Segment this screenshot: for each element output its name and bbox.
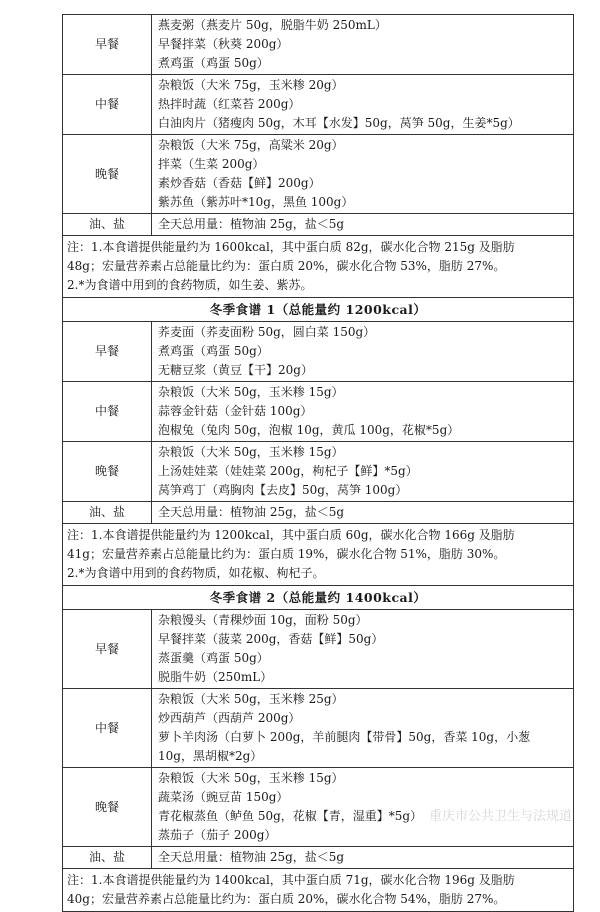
watermark [429,805,572,824]
table-row [63,689,574,768]
food-item: 泡椒兔（兔肉 50g，泡椒 10g，黄瓜 100g，花椒*5g） [158,423,460,437]
food-item: 脱脂牛奶（250mL） [158,670,273,684]
food-item: 萝卜羊肉汤（白萝卜 200g，羊前腿肉【带骨】50g，香菜 10g，小葱 [158,730,531,744]
table-row [63,524,574,586]
oil-salt-label: 油、盐 [63,502,152,524]
table-row [63,610,574,689]
food-item: 白油肉片（猪瘦肉 50g，木耳【水发】50g，莴笋 50g，生姜*5g） [158,116,520,130]
plan-notes [63,236,574,298]
food-item: 杂粮饭（大米 50g，玉米糁 15g） [158,771,344,785]
meal-label-breakfast: 早餐 [63,322,152,382]
food-list-breakfast [152,15,574,75]
food-item: 莴笋鸡丁（鸡胸肉【去皮】50g，莴笋 100g） [158,483,408,497]
table-row [63,586,574,610]
oil-salt-amount: 全天总用量：植物油 25g，盐＜5g [152,847,574,869]
plan-notes [63,869,574,912]
meal-label-dinner: 晚餐 [63,768,152,847]
food-list-lunch [152,382,574,442]
food-item: 素炒香菇（香菇【鲜】200g） [158,176,321,190]
food-list-lunch [152,689,574,768]
note-line: 41g；宏量营养素占总能量比约为：蛋白质 19%，碳水化合物 51%，脂肪 30%。 [67,547,506,561]
food-item: 杂粮饭（大米 75g，玉米糁 20g） [158,78,344,92]
food-item: 蒸蛋羹（鸡蛋 50g） [158,651,269,665]
food-item: 杂粮饭（大米 50g，玉米糁 15g） [158,385,344,399]
note-line: 注：1.本食谱提供能量约为 1600kcal，其中蛋白质 82g，碳水化合物 215g 及脂肪 [67,240,515,254]
food-item: 10g，黑胡椒*2g） [158,749,263,763]
note-line: 2.*为食谱中用到的食药物质，如生姜、紫苏。 [67,278,313,292]
food-item: 热拌时蔬（红菜苔 200g） [158,97,301,111]
table-row [63,236,574,298]
oil-salt-label: 油、盐 [63,214,152,236]
watermark-text: 重庆市公共卫生与法规道 [428,809,572,824]
table-row [63,214,574,236]
food-item: 蒸茄子（茄子 200g） [158,828,277,842]
food-item: 炒西葫芦（西葫芦 200g） [158,711,301,725]
food-item: 杂粮饭（大米 50g，玉米糁 15g） [158,445,344,459]
food-item: 煮鸡蛋（鸡蛋 50g） [158,56,269,70]
diet-plan-table [62,14,574,912]
food-list-breakfast [152,322,574,382]
table-row [63,75,574,135]
note-line: 48g；宏量营养素占总能量比约为：蛋白质 20%，碳水化合物 53%，脂肪 27%。 [67,259,506,273]
food-item: 蔬菜汤（豌豆苗 150g） [158,790,289,804]
food-item: 燕麦粥（燕麦片 50g，脱脂牛奶 250mL） [158,18,387,32]
oil-salt-amount: 全天总用量：植物油 25g，盐＜5g [152,214,574,236]
food-item: 无糖豆浆（黄豆【干】20g） [158,363,313,377]
table-row [63,869,574,912]
meal-label-lunch: 中餐 [63,689,152,768]
meal-label-dinner: 晚餐 [63,135,152,214]
food-item: 青花椒蒸鱼（鲈鱼 50g，花椒【青，湿重】*5g） [158,809,423,823]
food-item: 拌菜（生菜 200g） [158,157,265,171]
table-row [63,442,574,502]
food-list-dinner [152,442,574,502]
oil-salt-label: 油、盐 [63,847,152,869]
table-row [63,847,574,869]
food-item: 煮鸡蛋（鸡蛋 50g） [158,344,269,358]
food-item: 杂粮饭（大米 50g，玉米糁 25g） [158,692,344,706]
food-list-breakfast [152,610,574,689]
meal-label-breakfast: 早餐 [63,610,152,689]
diet-plan-document [62,14,574,912]
note-line: 注：1.本食谱提供能量约为 1400kcal，其中蛋白质 71g，碳水化合物 196g 及脂肪 [67,873,515,887]
plan-notes [63,524,574,586]
food-item: 蒜蓉金针菇（金针菇 100g） [158,404,313,418]
table-row [63,298,574,322]
food-item: 紫苏鱼（紫苏叶*10g，黑鱼 100g） [158,195,354,209]
food-item: 早餐拌菜（菠菜 200g，香菇【鲜】50g） [158,632,384,646]
food-list-lunch [152,75,574,135]
food-item: 早餐拌菜（秋葵 200g） [158,37,289,51]
table-row [63,15,574,75]
meal-label-breakfast: 早餐 [63,15,152,75]
table-row [63,502,574,524]
plan-title: 冬季食谱 2（总能量约 1400kcal） [63,586,574,610]
food-item: 杂粮馒头（青稞炒面 10g，面粉 50g） [158,613,368,627]
note-line: 注：1.本食谱提供能量约为 1200kcal，其中蛋白质 60g，碳水化合物 166g 及脂肪 [67,528,515,542]
plan-title: 冬季食谱 1（总能量约 1200kcal） [63,298,574,322]
table-row [63,382,574,442]
table-row [63,322,574,382]
table-row [63,135,574,214]
meal-label-lunch: 中餐 [63,382,152,442]
food-item: 荞麦面（荞麦面粉 50g，圆白菜 150g） [158,325,376,339]
note-line: 40g；宏量营养素占总能量比约为：蛋白质 20%，碳水化合物 54%，脂肪 27%。 [67,892,506,906]
meal-label-lunch: 中餐 [63,75,152,135]
food-item: 杂粮饭（大米 75g，高粱米 20g） [158,138,344,152]
food-item: 上汤娃娃菜（娃娃菜 200g，枸杞子【鲜】*5g） [158,464,418,478]
food-list-dinner [152,135,574,214]
meal-label-dinner: 晚餐 [63,442,152,502]
oil-salt-amount: 全天总用量：植物油 25g，盐＜5g [152,502,574,524]
note-line: 2.*为食谱中用到的食药物质，如花椒、枸杞子。 [67,566,325,580]
